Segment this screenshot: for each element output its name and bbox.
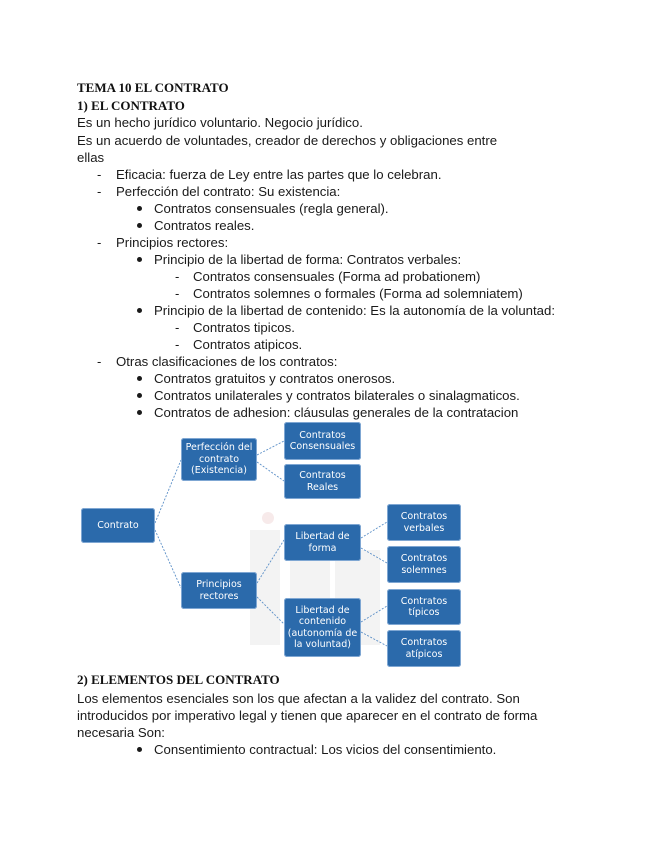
bullet-icon [137, 257, 142, 262]
document-title: TEMA 10 EL CONTRATO [77, 80, 229, 95]
list-item: Contratos solemnes o formales (Forma ad solemniatem) [193, 286, 523, 301]
diagram-node-tipicos: Contratos típicos [387, 589, 461, 625]
list-item: Principio de la libertad de forma: Contratos verbales: [154, 252, 462, 267]
bullet-icon [137, 747, 142, 752]
section-2-heading: 2) ELEMENTOS DEL CONTRATO [77, 672, 280, 687]
diagram-node-verbales: Contratos verbales [387, 504, 461, 541]
list-item: Contratos atipicos. [193, 337, 303, 352]
diagram-node-libertad-contenido: Libertad de contenido (autonomía de la voluntad) [284, 598, 361, 657]
bullet-icon [137, 376, 142, 381]
list-item: Contratos de adhesion: cláusulas generales de la contratacion [154, 405, 519, 420]
dash-marker: - [97, 235, 102, 250]
intro-line: Es un hecho jurídico voluntario. Negocio jurídico. [77, 115, 363, 130]
diagram-node-principios: Principios rectores [181, 572, 257, 609]
dash-marker: - [97, 184, 102, 199]
diagram-node-perfeccion: Perfección del contrato (Existencia) [181, 438, 257, 481]
list-item: Principios rectores: [116, 235, 229, 250]
diagram-node-atipicos: Contratos atípicos [387, 630, 461, 667]
list-item: Contratos consensuales (Forma ad probationem) [193, 269, 481, 284]
diagram-node-solemnes: Contratos solemnes [387, 546, 461, 583]
intro-line: ellas [77, 150, 105, 165]
section-1-heading: 1) EL CONTRATO [77, 98, 185, 113]
bullet-icon [137, 410, 142, 415]
bullet-icon [137, 223, 142, 228]
paragraph-line: Los elementos esenciales son los que afectan a la validez del contrato. Son [77, 691, 520, 706]
diagram-node-contrato: Contrato [81, 508, 155, 543]
bullet-icon [137, 206, 142, 211]
intro-line: Es un acuerdo de voluntades, creador de derechos y obligaciones entre [77, 133, 498, 148]
list-item: Consentimiento contractual: Los vicios del consentimiento. [154, 742, 497, 757]
paragraph-line: introducidos por imperativo legal y tienen que aparecer en el contrato de forma [77, 708, 538, 723]
dash-marker: - [175, 320, 180, 335]
diagram-node-reales: Contratos Reales [284, 464, 361, 499]
list-item: Principio de la libertad de contenido: Es la autonomía de la voluntad: [154, 303, 556, 318]
diagram-node-libertad-forma: Libertad de forma [284, 524, 361, 561]
dash-marker: - [175, 269, 180, 284]
list-item: Contratos consensuales (regla general). [154, 201, 389, 216]
list-item: Otras clasificaciones de los contratos: [116, 354, 338, 369]
list-item: Contratos gratuitos y contratos onerosos. [154, 371, 396, 386]
list-item: Eficacia: fuerza de Ley entre las partes que lo celebran. [116, 167, 442, 182]
dash-marker: - [97, 167, 102, 182]
bullet-icon [137, 393, 142, 398]
diagram-node-consensuales: Contratos Consensuales [284, 422, 361, 460]
paragraph-line: necesaria Son: [77, 725, 165, 740]
list-item: Contratos tipicos. [193, 320, 295, 335]
list-item: Perfección del contrato: Su existencia: [116, 184, 341, 199]
list-item: Contratos reales. [154, 218, 255, 233]
dash-marker: - [175, 286, 180, 301]
list-item: Contratos unilaterales y contratos bilaterales o sinalagmaticos. [154, 388, 520, 403]
dash-marker: - [175, 337, 180, 352]
bullet-icon [137, 308, 142, 313]
dash-marker: - [97, 354, 102, 369]
